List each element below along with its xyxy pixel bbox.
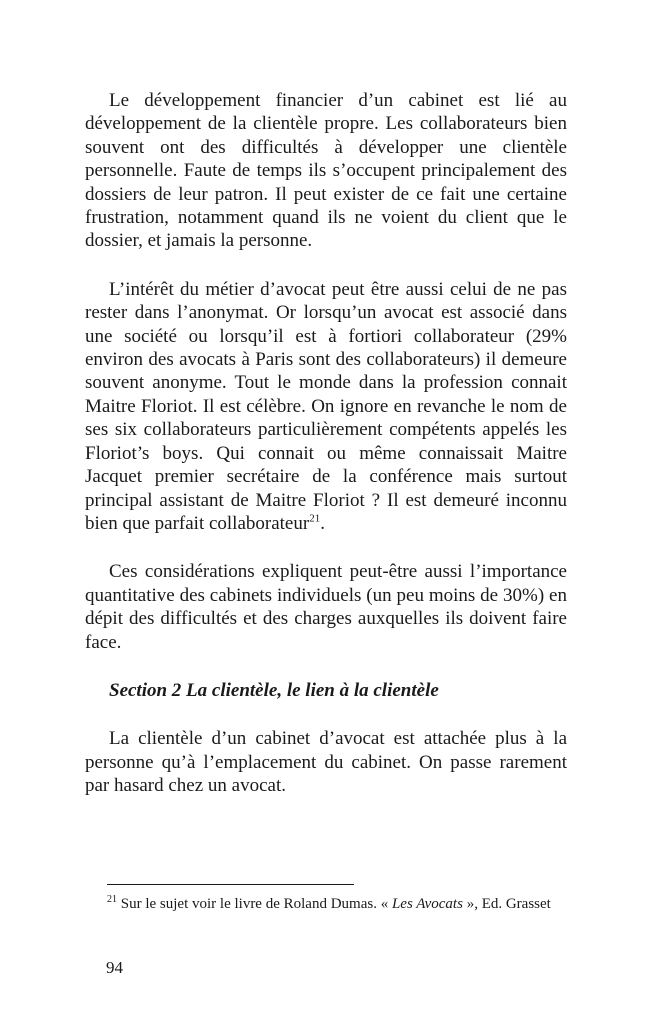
section-heading: Section 2 La clientèle, le lien à la clientèle [109, 679, 439, 701]
footnote-text-before: Sur le sujet voir le livre de Roland Dumas. « [117, 896, 392, 912]
footnote-reference[interactable]: 21 [309, 512, 321, 525]
footnote-divider [107, 884, 354, 885]
footnote [85, 894, 567, 914]
paragraph-1: Le développement financier d’un cabinet est lié au développement de la clientèle propre. Les collaborateurs bien souvent ont des difficultés à développer une clientèle personnelle. Faute de temps ils s’occupent principalement des dossiers de leur patron. Il peut exister de ce fait une certaine frustration, notamment quand ils ne voient du client que le dossier, et jamais la personne. [85, 90, 567, 252]
footnote-number: 21 [107, 894, 117, 905]
paragraph-4: La clientèle d’un cabinet d’avocat est attachée plus à la personne qu’à l’emplacement du cabinet. On passe rarement par hasard chez un avocat. [85, 728, 567, 797]
paragraph-3: Ces considérations expliquent peut-être aussi l’importance quantitative des cabinets individuels (un peu moins de 30%) en dépit des difficultés et des charges auxquelles ils doivent faire face. [85, 561, 567, 653]
paragraph-2 [85, 278, 567, 535]
page-body [85, 89, 567, 823]
footnote-text-after: », Ed. Grasset [462, 896, 551, 912]
paragraph-2-text: L’intérêt du métier d’avocat peut être aussi celui de ne pas rester dans l’anonymat. Or lorsqu’un avocat est associé dans une société ou lorsqu’il est à fortiori collaborateur (29% environ des avocats à Paris sont des collaborateurs) il demeure souvent anonyme. Tout le monde dans la profession connait Maitre Floriot. Il est célèbre. On ignore en revanche le nom de ses six collaborateurs particulièrement compétents appelés les Floriot’s boys. Qui connait ou même connaissait Maitre Jacquet premier secrétaire de la conférence mais surtout principal assistant de Maitre Floriot ? Il est demeuré inconnu bien que parfait collaborateur [85, 278, 567, 534]
page-number: 94 [106, 958, 123, 977]
paragraph-2-period: . [320, 512, 325, 534]
footnote-book-title: Les Avocats [391, 896, 463, 912]
